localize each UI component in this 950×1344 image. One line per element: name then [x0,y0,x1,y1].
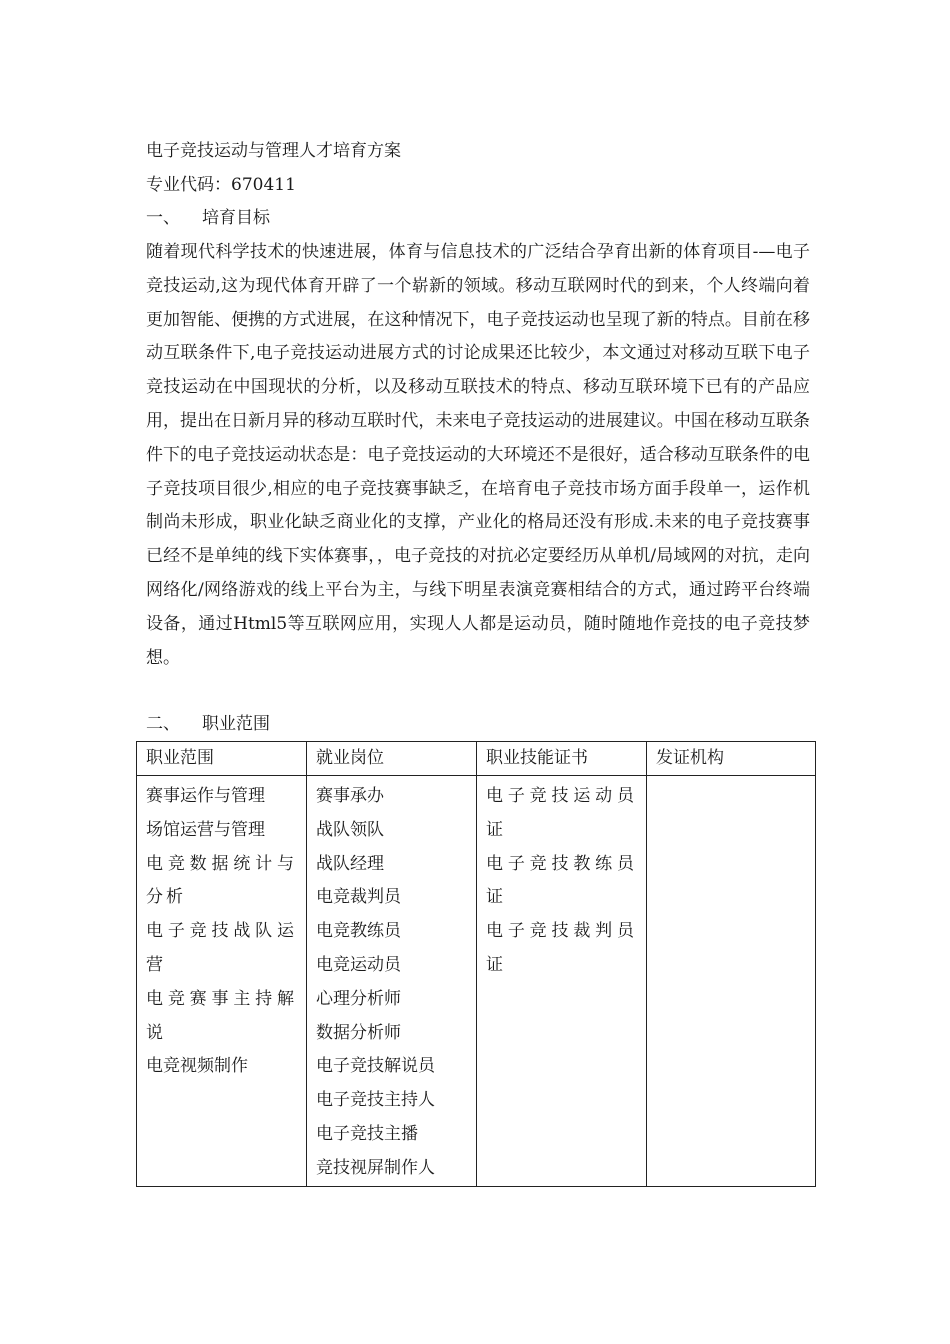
list-item: 电竞裁判员 [316,887,401,908]
list-item: 电竞运动员 [316,954,401,975]
cell-career-scope [137,776,307,1187]
list-item: 电子竞技战队运营 [146,921,297,975]
list-item: 战队领队 [316,819,384,840]
list-item: 电竞教练员 [316,921,401,942]
section-heading-training-goals [146,207,270,229]
list-item: 电竞视频制作 [146,1056,248,1077]
list-item: 电竞赛事主持解说 [146,988,297,1043]
header-skill-certificates: 职业技能证书 [477,742,647,776]
header-career-scope: 职业范围 [137,742,307,776]
list-item: 电子竞技裁判员证 [486,921,637,975]
list-item: 电子竞技教练员证 [486,853,637,908]
list-item: 电子竞技解说员 [316,1056,435,1077]
section-number: 二、 [146,714,180,734]
section-title: 培育目标 [202,208,270,228]
list-item: 心理分析师 [316,988,401,1009]
list-item: 数据分析师 [316,1022,401,1043]
list-item: 电子竞技主播 [316,1123,418,1144]
cell-skill-certificates [477,776,647,1187]
career-scope-table [136,741,816,1187]
list-item: 电竞数据统计与分析 [146,853,297,908]
header-job-positions: 就业岗位 [307,742,477,776]
section-heading-career-scope [146,713,270,735]
list-item: 电子竞技运动员证 [486,786,637,840]
document-title: 电子竞技运动与管理人才培育方案 [146,141,401,161]
list-item: 赛事运作与管理 [146,786,265,806]
cell-issuing-authority [647,776,816,1187]
training-goals-paragraph: 随着现代科学技术的快速进展，体育与信息技术的广泛结合孕育出新的体育项目-—电子竞技运动,这为现代体育开辟了一个崭新的领域。移动互联网时代的到来，个人终端向着更加智能、便携的方式进展，在这种情况下，电子竞技运动也呈现了新的特点。目前在移动互联条件下,电子竞技运动进展方式的讨论成果还比较少，本文通过对移动互联下电子竞技运动在中国现状的分析，以及移动互联技术的特点、移动互联环境下已有的产品应用，提出在日新月异的移动互联时代，未来电子竞技运动的进展建议。中国在移动互联条件下的电子竞技运动状态是：电子竞技运动的大环境还不是很好，适合移动互联条件的电子竞技项目很少,相应的电子竞技赛事缺乏，在培育电子竞技市场方面手段单一，运作机制尚未形成，职业化缺乏商业化的支撑，产业化的格局还没有形成.未来的电子竞技赛事已经不是单纯的线下实体赛事，，电子竞技的对抗必定要经历从单机/局域网的对抗，走向网络化/网络游戏的线上平台为主，与线下明星表演竞赛相结合的方式，通过跨平台终端设备，通过Html5等互联网应用，实现人人都是运动员，随时随地作竞技的电子竞技梦想。 [146,242,810,668]
cell-job-positions [307,776,477,1187]
major-code: 专业代码：670411 [146,175,296,195]
table-row [137,776,816,1187]
list-item: 竞技视屏制作人 [316,1157,435,1178]
list-item: 场馆运营与管理 [146,819,265,840]
table-header-row [137,742,816,776]
list-item: 赛事承办 [316,786,384,806]
section-title: 职业范围 [202,714,270,734]
list-item: 战队经理 [316,853,384,874]
section-number: 一、 [146,208,180,228]
list-item: 电子竞技主持人 [316,1090,435,1111]
header-issuing-authority: 发证机构 [647,742,816,776]
